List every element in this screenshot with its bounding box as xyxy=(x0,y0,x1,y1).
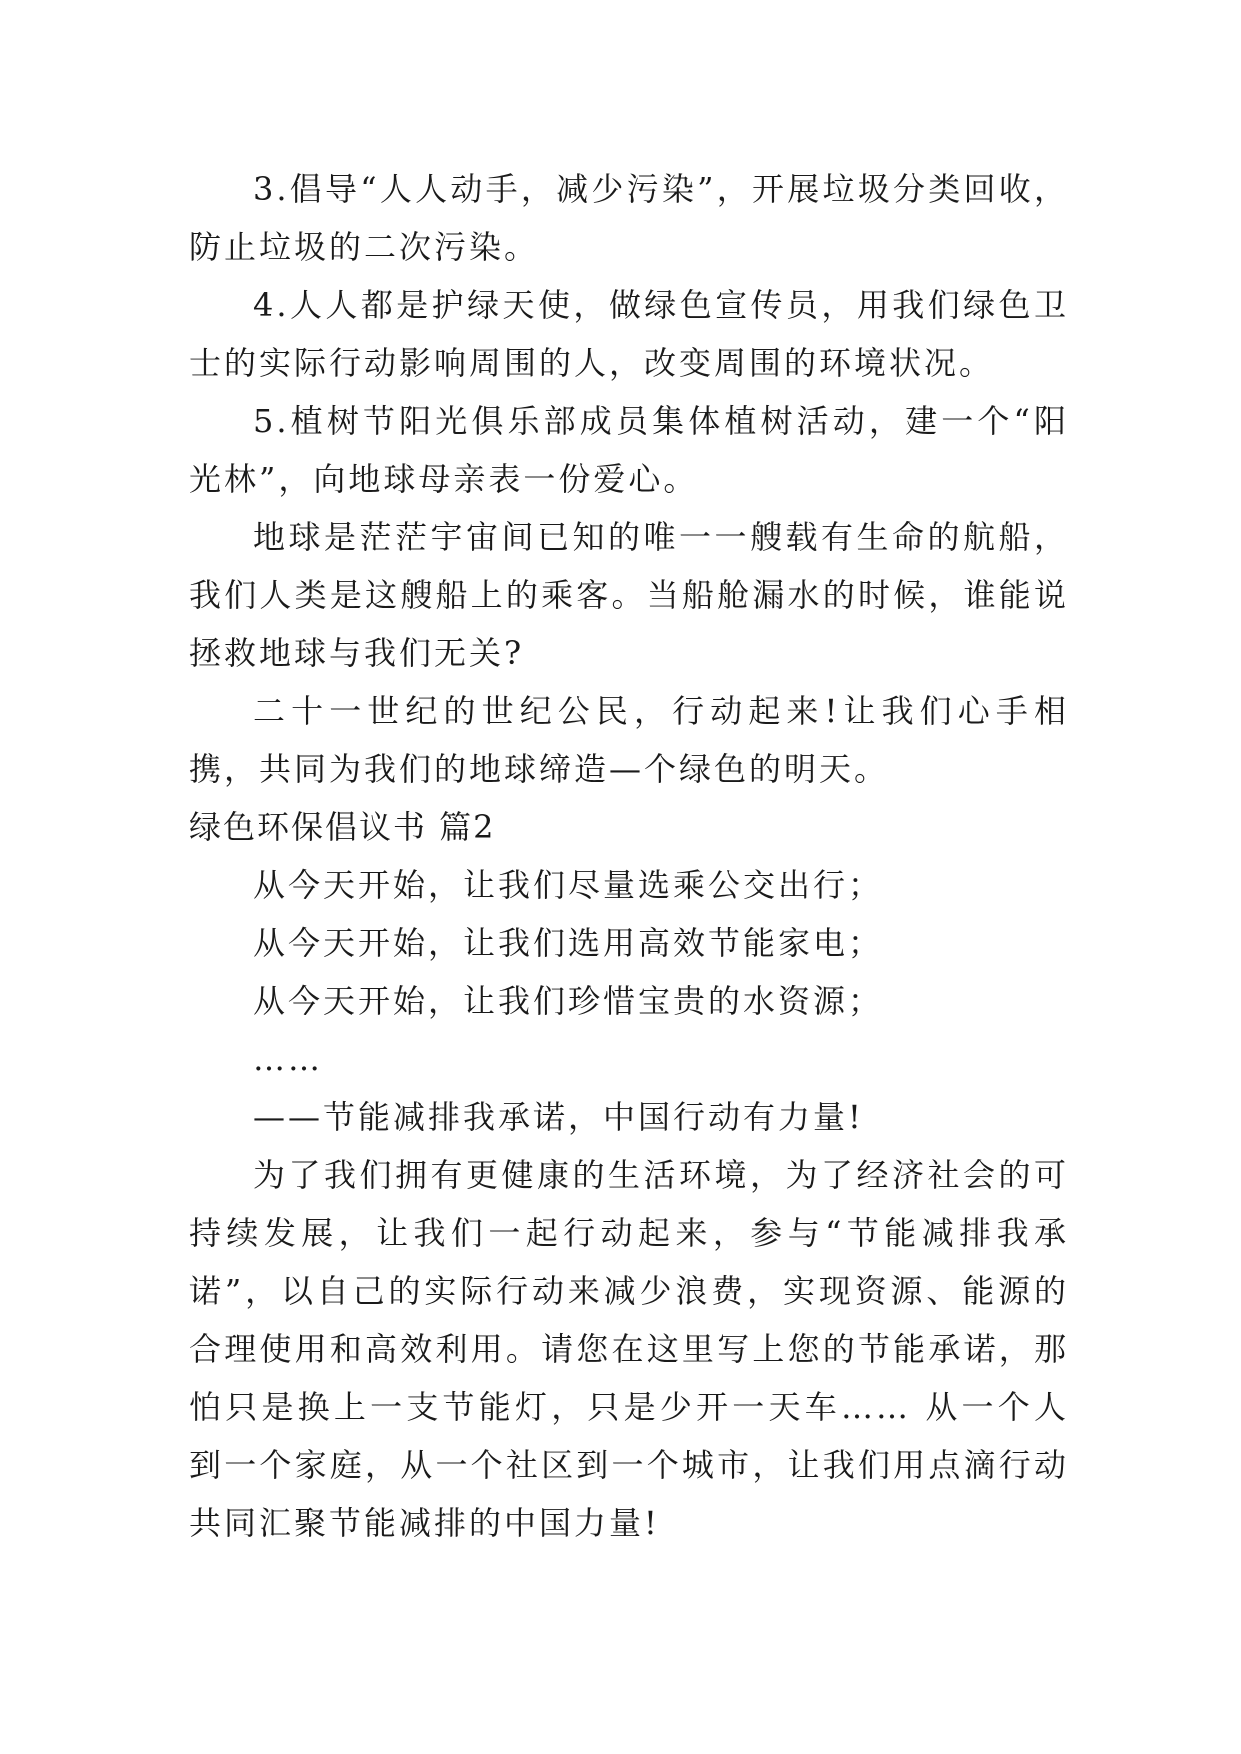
paragraph-pledge-transit: 从今天开始，让我们尽量选乘公交出行； xyxy=(253,866,884,904)
paragraph-call-to-action: 二十一世纪的世纪公民，行动起来!让我们心手相携，共同为我们的地球缔造—个绿色的明天。 xyxy=(189,692,1069,788)
paragraph-earth: 地球是茫茫宇宙间已知的唯一一艘载有生命的航船，我们人类是这艘船上的乘客。当船舱漏水的时候，谁能说拯救地球与我们无关? xyxy=(189,518,1069,672)
paragraph-pledge-appliances: 从今天开始，让我们选用高效节能家电； xyxy=(253,924,884,962)
paragraph-pledge-water: 从今天开始，让我们珍惜宝贵的水资源； xyxy=(253,982,884,1020)
document-body xyxy=(189,160,1069,1552)
section-heading: 绿色环保倡议书 篇2 xyxy=(189,808,496,846)
paragraph-ellipsis: …… xyxy=(253,1040,323,1078)
paragraph-item-3: 3.倡导“人人动手，减少污染”，开展垃圾分类回收，防止垃圾的二次污染。 xyxy=(189,170,1069,266)
paragraph-item-4: 4.人人都是护绿天使，做绿色宣传员，用我们绿色卫士的实际行动影响周围的人，改变周围的环境状况。 xyxy=(189,286,1069,382)
paragraph-slogan: ——节能减排我承诺，中国行动有力量! xyxy=(253,1098,864,1136)
paragraph-closing: 为了我们拥有更健康的生活环境，为了经济社会的可持续发展，让我们一起行动起来，参与“节能减排我承诺”，以自己的实际行动来减少浪费，实现资源、能源的合理使用和高效利用。请您在这里写上您的节能承诺，那怕只是换上一支节能灯，只是少开一天车…… 从一个人到一个家庭，从一个社区到一个城市，让我们用点滴行动共同汇聚节能减排的中国力量! xyxy=(189,1156,1069,1542)
paragraph-item-5: 5.植树节阳光俱乐部成员集体植树活动，建一个“阳光林”，向地球母亲表一份爱心。 xyxy=(189,402,1069,498)
